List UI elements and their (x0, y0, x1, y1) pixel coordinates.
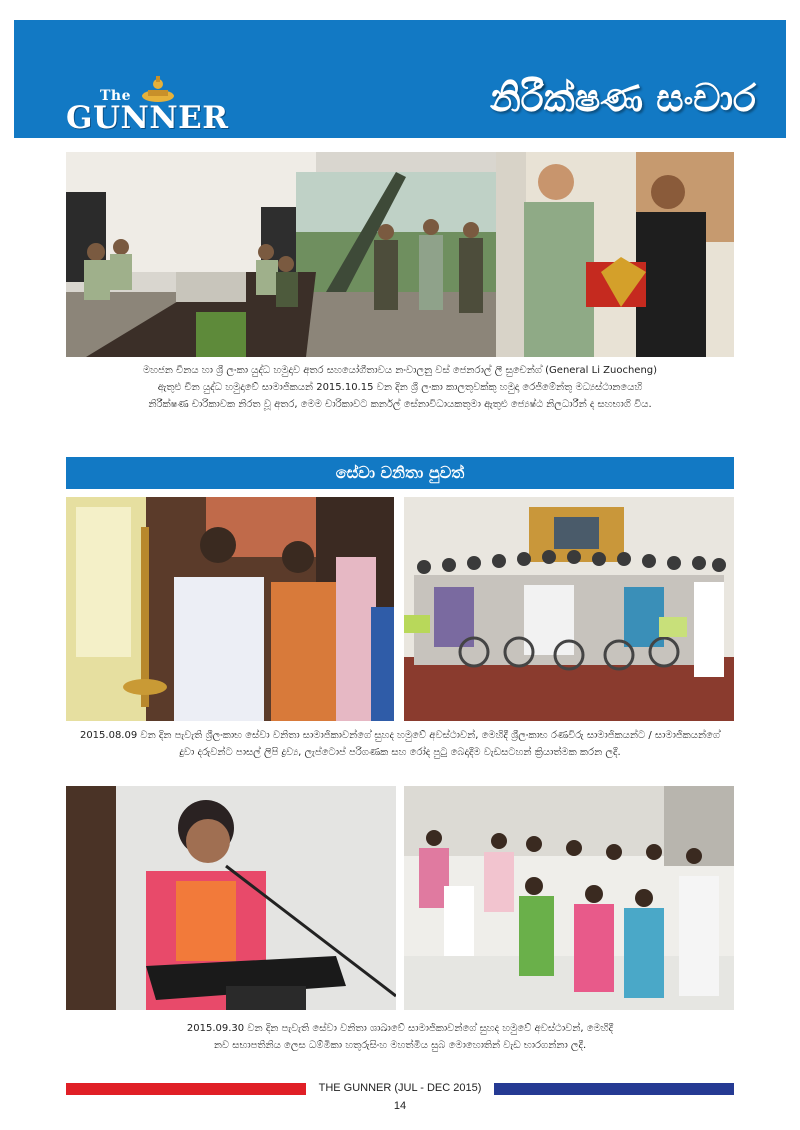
speaker-at-podium-photo (66, 786, 396, 1010)
meeting-room-image (66, 152, 496, 357)
caption-line: දුවා දරුවන්ට පාසල් ලිපි ද්‍රව්‍ය, ලැප්ටොප් පරිගණක සහ රෝද පුටු බෙදාදීම වැඩසටහන් ක්‍රියාත්මක කරන ලදී. (179, 747, 621, 758)
page-title: නිරීක්ෂණ සංචාර (489, 76, 756, 120)
oil-lamp-lighting-photo (66, 497, 394, 721)
caption-seva-vanitha-meeting (66, 727, 734, 761)
seated-audience-image (404, 786, 734, 1010)
caption-line: 2015.09.30 වන දින පැවැති සේවා වනිතා ශාඛාවේ සාමාජිකාවන්ගේ සුහද හමුවේ අවස්ථාවන්, මෙහිදී (186, 1023, 614, 1034)
caption-line: නව සභාපතිනිය ලෙස ධම්මිකා හතුරුසිංහ මහත්මිය සුබ මොහොතින් වැඩ භාරගන්නා ලදී. (213, 1040, 587, 1051)
seated-audience-photo (404, 786, 734, 1010)
footer-blue-bar (494, 1083, 734, 1095)
footer-issue-label: THE GUNNER (JUL - DEC 2015) (318, 1082, 482, 1094)
caption-new-chairperson (66, 1020, 734, 1054)
oil-lamp-lighting-image (66, 497, 394, 721)
caption-chinese-delegation (66, 362, 734, 413)
caption-line: මහජන චීනය හා ශ්‍රී ලංකා යුද්ධ හමුදාව අතර සහයෝගීතාවය නංවාලනු වස් ජෙනරාල් ලී සුචෙන්ග් (General Li Zuocheng) (142, 365, 658, 376)
meeting-room-photo (66, 152, 496, 357)
wheelchair-donation-image (404, 497, 734, 721)
caption-line: නිරීක්ෂණ චාරිකාවක නිරත වූ අතර, මෙම චාරිකාවට කර්නල් සේනාවිධායකතුමා ඇතුළු ජ්‍යෙෂ්ඨ නිලධාරීන් ද සහභාගි විය. (148, 399, 652, 410)
plaque-presentation-photo (496, 152, 734, 357)
plaque-presentation-image (496, 152, 734, 357)
gunner-logo (66, 76, 229, 146)
footer-red-bar (66, 1083, 306, 1095)
logo-the-text: The (100, 88, 132, 104)
wheelchair-donation-photo (404, 497, 734, 721)
logo-gunner-text: GUNNER (66, 100, 229, 136)
speaker-at-podium-image (66, 786, 396, 1010)
caption-line: ඇතුළු චීන යුද්ධ හමුදාවේ සාමාජිකයන් 2015.10.15 වන දින ශ්‍රී ලංකා කාලතුවක්කු හමුදා රෙජිමේන්තු මධ්‍යස්ථානයෙහි (157, 382, 643, 393)
header-banner (14, 20, 786, 138)
section-header: සේවා වනිතා පුවත් (66, 457, 734, 489)
page-number: 14 (393, 1100, 407, 1112)
caption-line: 2015.08.09 වන දින පැවැති ශ්‍රීලංකාභ සේවා වනිතා සාමාජිකාවන්ගේ සුහද හමුවේ අවස්ථාවන්, මෙහිදී ශ්‍රීලංකාභ රණවිරු සාමාජිකයන්ට / සාමාජිකයන්ගේ (79, 730, 721, 741)
